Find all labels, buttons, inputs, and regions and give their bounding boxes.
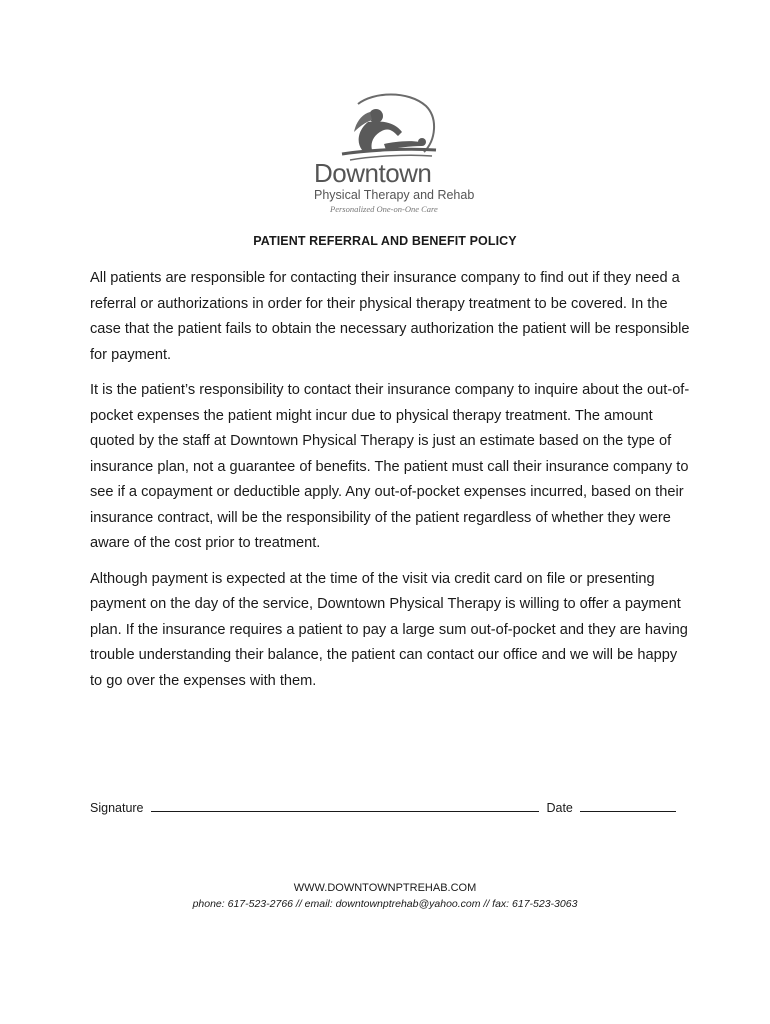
date-label: Date [546, 801, 573, 815]
logo-subtitle: Physical Therapy and Rehab [314, 188, 475, 202]
document-title: PATIENT REFERRAL AND BENEFIT POLICY [253, 234, 517, 248]
policy-paragraph-1: All patients are responsible for contacting their insurance company to find out if they need a referral or authorizations in order for their physical therapy treatment to be covered. In the case that the patient fails to obtain the necessary authorization the patient will be responsible for payment. [90, 270, 690, 363]
date-line[interactable] [580, 799, 676, 812]
policy-paragraph-2: It is the patient’s responsibility to contact their insurance company to inquire about the out-of-pocket expenses the patient might incur due to physical therapy treatment. The amount quoted by the staff at Downtown Physical Therapy is just an estimate based on the type of insurance plan, not a guarantee of benefits. The patient must call their insurance company to see if a copayment or deductible apply. Any out-of-pocket expenses incurred, based on their insurance contract, will be the responsibility of the patient regardless of whether they were aware of the cost prior to treatment. [90, 382, 690, 551]
signature-line[interactable] [151, 799, 539, 812]
footer-contact: phone: 617-523-2766 // email: downtownptrehab@yahoo.com // fax: 617-523-3063 [192, 898, 578, 910]
policy-body [90, 266, 690, 704]
footer-website: WWW.DOWNTOWNPTREHAB.COM [293, 882, 477, 894]
clinic-logo [300, 92, 480, 222]
logo-name: Downtown [314, 158, 432, 188]
therapist-with-patient-icon [328, 92, 448, 164]
signature-row [90, 799, 690, 815]
policy-paragraph-3: Although payment is expected at the time of the visit via credit card on file or presenting payment on the day of the service, Downtown Physical Therapy is willing to offer a payment plan. If the insurance requires a patient to pay a large sum out-of-pocket and they are having trouble understanding their balance, the patient can contact our office and we will be happy to go over the expenses with them. [90, 570, 688, 689]
logo-tagline: Personalized One-on-One Care [330, 204, 438, 214]
signature-label: Signature [90, 801, 144, 815]
